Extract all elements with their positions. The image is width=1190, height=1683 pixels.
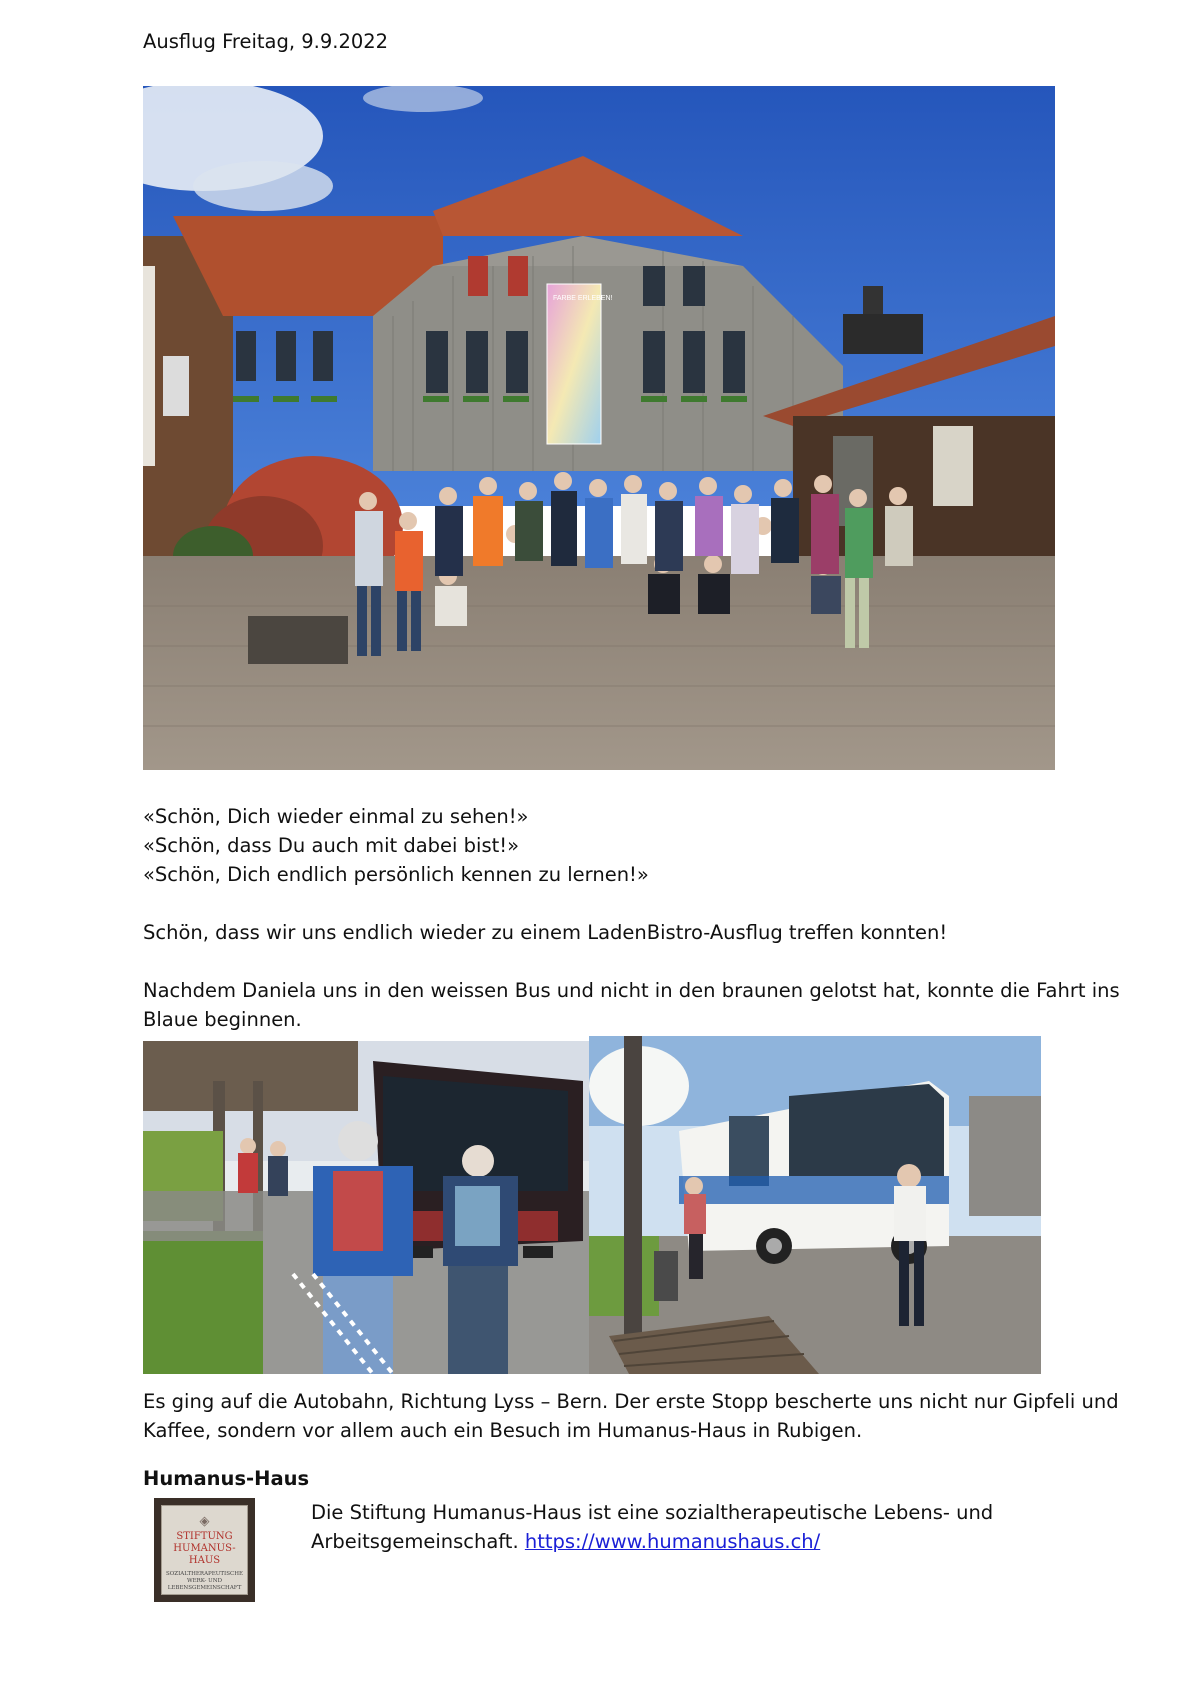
- bus-photo-left-illustration: [143, 1041, 589, 1374]
- description-line: Die Stiftung Humanus-Haus ist eine sozialtherapeutische Lebens- und: [311, 1501, 994, 1524]
- bus-photo-left: [143, 1041, 589, 1374]
- bus-line: Blaue beginnen.: [143, 1008, 302, 1031]
- bus-photo-right-illustration: [589, 1036, 1041, 1374]
- greetings-block: [143, 802, 649, 889]
- description-prefix: Arbeitsgemeinschaft.: [311, 1530, 519, 1553]
- group-photo-illustration: [143, 86, 1055, 770]
- page-title: Ausflug Freitag, 9.9.2022: [143, 30, 389, 53]
- bus-paragraph: [143, 976, 1120, 1034]
- meetup-line: Schön, dass wir uns endlich wieder zu einem LadenBistro-Ausflug treffen konnten!: [143, 921, 948, 944]
- greeting-line: «Schön, Dich endlich persönlich kennen zu lernen!»: [143, 863, 649, 886]
- meetup-paragraph: [143, 918, 947, 947]
- banner-text: FARBE ERLEBEN!: [553, 295, 613, 302]
- group-photo: [143, 86, 1055, 770]
- route-line: Es ging auf die Autobahn, Richtung Lyss – Bern. Der erste Stopp bescherte uns nicht nur Gipfeli und: [143, 1390, 1119, 1413]
- bus-photo-right: [589, 1036, 1041, 1374]
- description-line: [311, 1527, 993, 1556]
- humanus-haus-link[interactable]: https://www.humanushaus.ch/: [524, 1530, 821, 1553]
- route-line: Kaffee, sondern vor allem auch ein Besuch im Humanus-Haus in Rubigen.: [143, 1419, 863, 1442]
- greeting-line: «Schön, Dich wieder einmal zu sehen!»: [143, 805, 529, 828]
- logo-name: [162, 1531, 247, 1567]
- route-paragraph: [143, 1387, 1119, 1445]
- logo-name-line1: STIFTUNG: [176, 1531, 233, 1542]
- section-heading: Humanus-Haus: [143, 1467, 310, 1490]
- greeting-line: «Schön, dass Du auch mit dabei bist!»: [143, 834, 520, 857]
- humanus-description: [311, 1498, 993, 1556]
- logo-subtitle: SOZIALTHERAPEUTISCHE WERK- UND LEBENSGEMEINSCHAFT: [166, 1571, 244, 1591]
- humanus-haus-logo: [154, 1498, 255, 1602]
- eye-emblem-icon: ◈: [199, 1514, 210, 1529]
- logo-name-line2: HUMANUS-HAUS: [173, 1543, 236, 1566]
- logo-plate: [161, 1505, 248, 1595]
- bus-line: Nachdem Daniela uns in den weissen Bus und nicht in den braunen gelotst hat, konnte die Fahrt ins: [143, 979, 1120, 1002]
